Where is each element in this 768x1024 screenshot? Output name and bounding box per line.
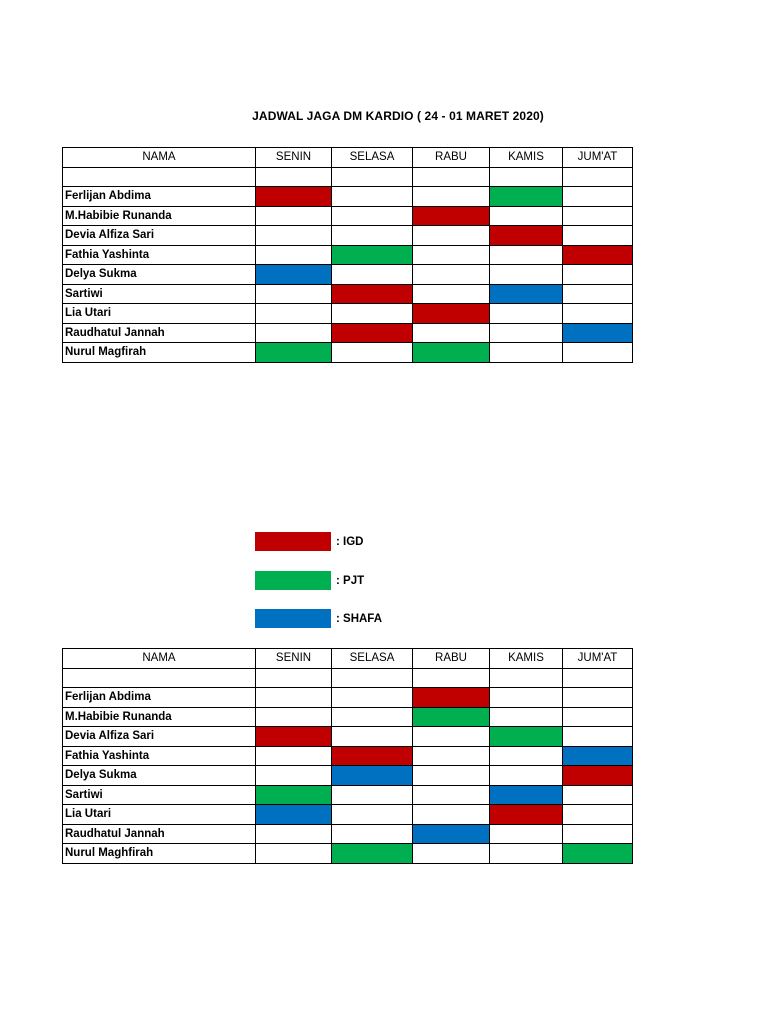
shift-cell-empty xyxy=(413,323,490,343)
shift-cell-igd xyxy=(413,206,490,226)
shift-cell-empty xyxy=(563,206,633,226)
column-header: SENIN xyxy=(256,649,332,669)
shift-cell-shafa xyxy=(256,805,332,825)
shift-cell-empty xyxy=(563,284,633,304)
shift-cell-empty xyxy=(332,265,413,285)
shift-cell-igd xyxy=(563,766,633,786)
staff-name: Fathia Yashinta xyxy=(63,245,256,265)
column-header: SELASA xyxy=(332,649,413,669)
shift-cell-empty xyxy=(256,844,332,864)
shift-cell-empty xyxy=(563,707,633,727)
staff-name: M.Habibie Runanda xyxy=(63,206,256,226)
table-row xyxy=(63,785,633,805)
shift-cell-empty xyxy=(490,824,563,844)
shift-cell-empty xyxy=(256,226,332,246)
shift-cell-pjt xyxy=(413,343,490,363)
column-header: SELASA xyxy=(332,148,413,168)
table-row xyxy=(63,844,633,864)
shift-cell-shafa xyxy=(256,265,332,285)
shift-cell-empty xyxy=(413,746,490,766)
shift-cell-empty xyxy=(413,727,490,747)
shift-cell-igd xyxy=(413,688,490,708)
staff-name: Raudhatul Jannah xyxy=(63,824,256,844)
staff-name: Devia Alfiza Sari xyxy=(63,727,256,747)
staff-name: Lia Utari xyxy=(63,304,256,324)
shift-cell-igd xyxy=(332,746,413,766)
shift-cell-igd xyxy=(490,805,563,825)
staff-name: M.Habibie Runanda xyxy=(63,707,256,727)
empty-cell xyxy=(490,167,563,187)
shift-cell-empty xyxy=(413,805,490,825)
legend-swatch-pjt xyxy=(255,571,331,590)
empty-cell xyxy=(413,668,490,688)
staff-name: Delya Sukma xyxy=(63,766,256,786)
legend-item-igd xyxy=(255,532,363,551)
shift-cell-empty xyxy=(490,206,563,226)
shift-cell-empty xyxy=(256,766,332,786)
shift-cell-empty xyxy=(413,844,490,864)
shift-cell-igd xyxy=(332,323,413,343)
shift-cell-pjt xyxy=(563,844,633,864)
table-row xyxy=(63,304,633,324)
shift-cell-empty xyxy=(332,727,413,747)
staff-name: Sartiwi xyxy=(63,785,256,805)
staff-name: Nurul Magfirah xyxy=(63,343,256,363)
shift-cell-igd xyxy=(413,304,490,324)
shift-cell-igd xyxy=(256,727,332,747)
shift-cell-igd xyxy=(563,245,633,265)
shift-cell-empty xyxy=(413,187,490,207)
shift-cell-empty xyxy=(563,688,633,708)
table-row xyxy=(63,284,633,304)
shift-cell-empty xyxy=(490,343,563,363)
shift-cell-empty xyxy=(490,323,563,343)
shift-cell-pjt xyxy=(413,707,490,727)
empty-row xyxy=(63,167,633,187)
shift-cell-empty xyxy=(332,187,413,207)
table-row xyxy=(63,226,633,246)
shift-cell-empty xyxy=(563,824,633,844)
column-header: NAMA xyxy=(63,148,256,168)
shift-cell-empty xyxy=(490,245,563,265)
shift-cell-shafa xyxy=(563,323,633,343)
shift-cell-empty xyxy=(332,206,413,226)
column-header: KAMIS xyxy=(490,148,563,168)
legend-label-shafa: : SHAFA xyxy=(336,612,382,625)
empty-cell xyxy=(563,167,633,187)
shift-cell-empty xyxy=(490,746,563,766)
shift-cell-pjt xyxy=(256,343,332,363)
empty-cell xyxy=(63,167,256,187)
shift-cell-empty xyxy=(256,824,332,844)
table-row xyxy=(63,766,633,786)
shift-cell-empty xyxy=(563,805,633,825)
staff-name: Lia Utari xyxy=(63,805,256,825)
staff-name: Ferlijan Abdima xyxy=(63,187,256,207)
shift-cell-empty xyxy=(563,265,633,285)
header-row xyxy=(63,649,633,669)
empty-cell xyxy=(256,167,332,187)
shift-cell-igd xyxy=(332,284,413,304)
shift-cell-pjt xyxy=(490,727,563,747)
staff-name: Nurul Maghfirah xyxy=(63,844,256,864)
shift-cell-empty xyxy=(490,265,563,285)
shift-cell-empty xyxy=(490,844,563,864)
column-header: JUM'AT xyxy=(563,649,633,669)
empty-cell xyxy=(332,167,413,187)
header-row xyxy=(63,148,633,168)
shift-cell-empty xyxy=(413,245,490,265)
staff-name: Devia Alfiza Sari xyxy=(63,226,256,246)
shift-cell-empty xyxy=(413,284,490,304)
table-row xyxy=(63,746,633,766)
shift-cell-empty xyxy=(256,206,332,226)
staff-name: Fathia Yashinta xyxy=(63,746,256,766)
shift-cell-shafa xyxy=(490,284,563,304)
shift-cell-empty xyxy=(563,727,633,747)
shift-cell-shafa xyxy=(490,785,563,805)
table-row xyxy=(63,323,633,343)
shift-cell-empty xyxy=(332,304,413,324)
shift-cell-empty xyxy=(332,785,413,805)
shift-cell-shafa xyxy=(332,766,413,786)
schedule-table-1 xyxy=(62,147,633,363)
shift-cell-empty xyxy=(332,688,413,708)
shift-cell-empty xyxy=(490,766,563,786)
shift-cell-empty xyxy=(563,343,633,363)
empty-cell xyxy=(332,668,413,688)
table-row xyxy=(63,824,633,844)
legend-label-pjt: : PJT xyxy=(336,574,365,587)
column-header: NAMA xyxy=(63,649,256,669)
shift-cell-empty xyxy=(332,805,413,825)
shift-cell-igd xyxy=(490,226,563,246)
shift-cell-empty xyxy=(490,304,563,324)
shift-cell-empty xyxy=(256,284,332,304)
shift-cell-empty xyxy=(332,343,413,363)
document-title: JADWAL JAGA DM KARDIO ( 24 - 01 MARET 2020) xyxy=(252,109,544,123)
column-header: JUM'AT xyxy=(563,148,633,168)
staff-name: Delya Sukma xyxy=(63,265,256,285)
shift-cell-pjt xyxy=(256,785,332,805)
table-row xyxy=(63,245,633,265)
shift-cell-pjt xyxy=(332,844,413,864)
shift-cell-empty xyxy=(490,688,563,708)
legend-item-shafa xyxy=(255,609,382,628)
column-header: SENIN xyxy=(256,148,332,168)
shift-cell-empty xyxy=(256,304,332,324)
table-row xyxy=(63,206,633,226)
shift-cell-pjt xyxy=(490,187,563,207)
empty-cell xyxy=(63,668,256,688)
legend-label-igd: : IGD xyxy=(336,535,364,548)
table-row xyxy=(63,343,633,363)
shift-cell-empty xyxy=(413,226,490,246)
empty-cell xyxy=(413,167,490,187)
table-row xyxy=(63,265,633,285)
legend-swatch-igd xyxy=(255,532,331,551)
shift-cell-empty xyxy=(256,688,332,708)
shift-cell-empty xyxy=(490,707,563,727)
table-row xyxy=(63,805,633,825)
shift-cell-empty xyxy=(256,707,332,727)
shift-cell-empty xyxy=(563,785,633,805)
shift-cell-empty xyxy=(563,226,633,246)
table-row xyxy=(63,707,633,727)
shift-cell-empty xyxy=(563,304,633,324)
shift-cell-shafa xyxy=(563,746,633,766)
shift-cell-empty xyxy=(256,323,332,343)
shift-cell-empty xyxy=(563,187,633,207)
shift-cell-pjt xyxy=(332,245,413,265)
table-row xyxy=(63,187,633,207)
shift-cell-empty xyxy=(332,707,413,727)
empty-row xyxy=(63,668,633,688)
schedule-table-2 xyxy=(62,648,633,864)
shift-cell-empty xyxy=(332,226,413,246)
legend-swatch-shafa xyxy=(255,609,331,628)
shift-cell-shafa xyxy=(413,824,490,844)
column-header: RABU xyxy=(413,148,490,168)
shift-cell-empty xyxy=(413,265,490,285)
shift-cell-empty xyxy=(332,824,413,844)
shift-cell-empty xyxy=(413,766,490,786)
shift-cell-igd xyxy=(256,187,332,207)
shift-cell-empty xyxy=(256,746,332,766)
shift-cell-empty xyxy=(256,245,332,265)
empty-cell xyxy=(490,668,563,688)
table-row xyxy=(63,727,633,747)
column-header: RABU xyxy=(413,649,490,669)
staff-name: Sartiwi xyxy=(63,284,256,304)
staff-name: Ferlijan Abdima xyxy=(63,688,256,708)
empty-cell xyxy=(256,668,332,688)
empty-cell xyxy=(563,668,633,688)
legend-item-pjt xyxy=(255,571,364,590)
shift-cell-empty xyxy=(413,785,490,805)
table-row xyxy=(63,688,633,708)
column-header: KAMIS xyxy=(490,649,563,669)
staff-name: Raudhatul Jannah xyxy=(63,323,256,343)
